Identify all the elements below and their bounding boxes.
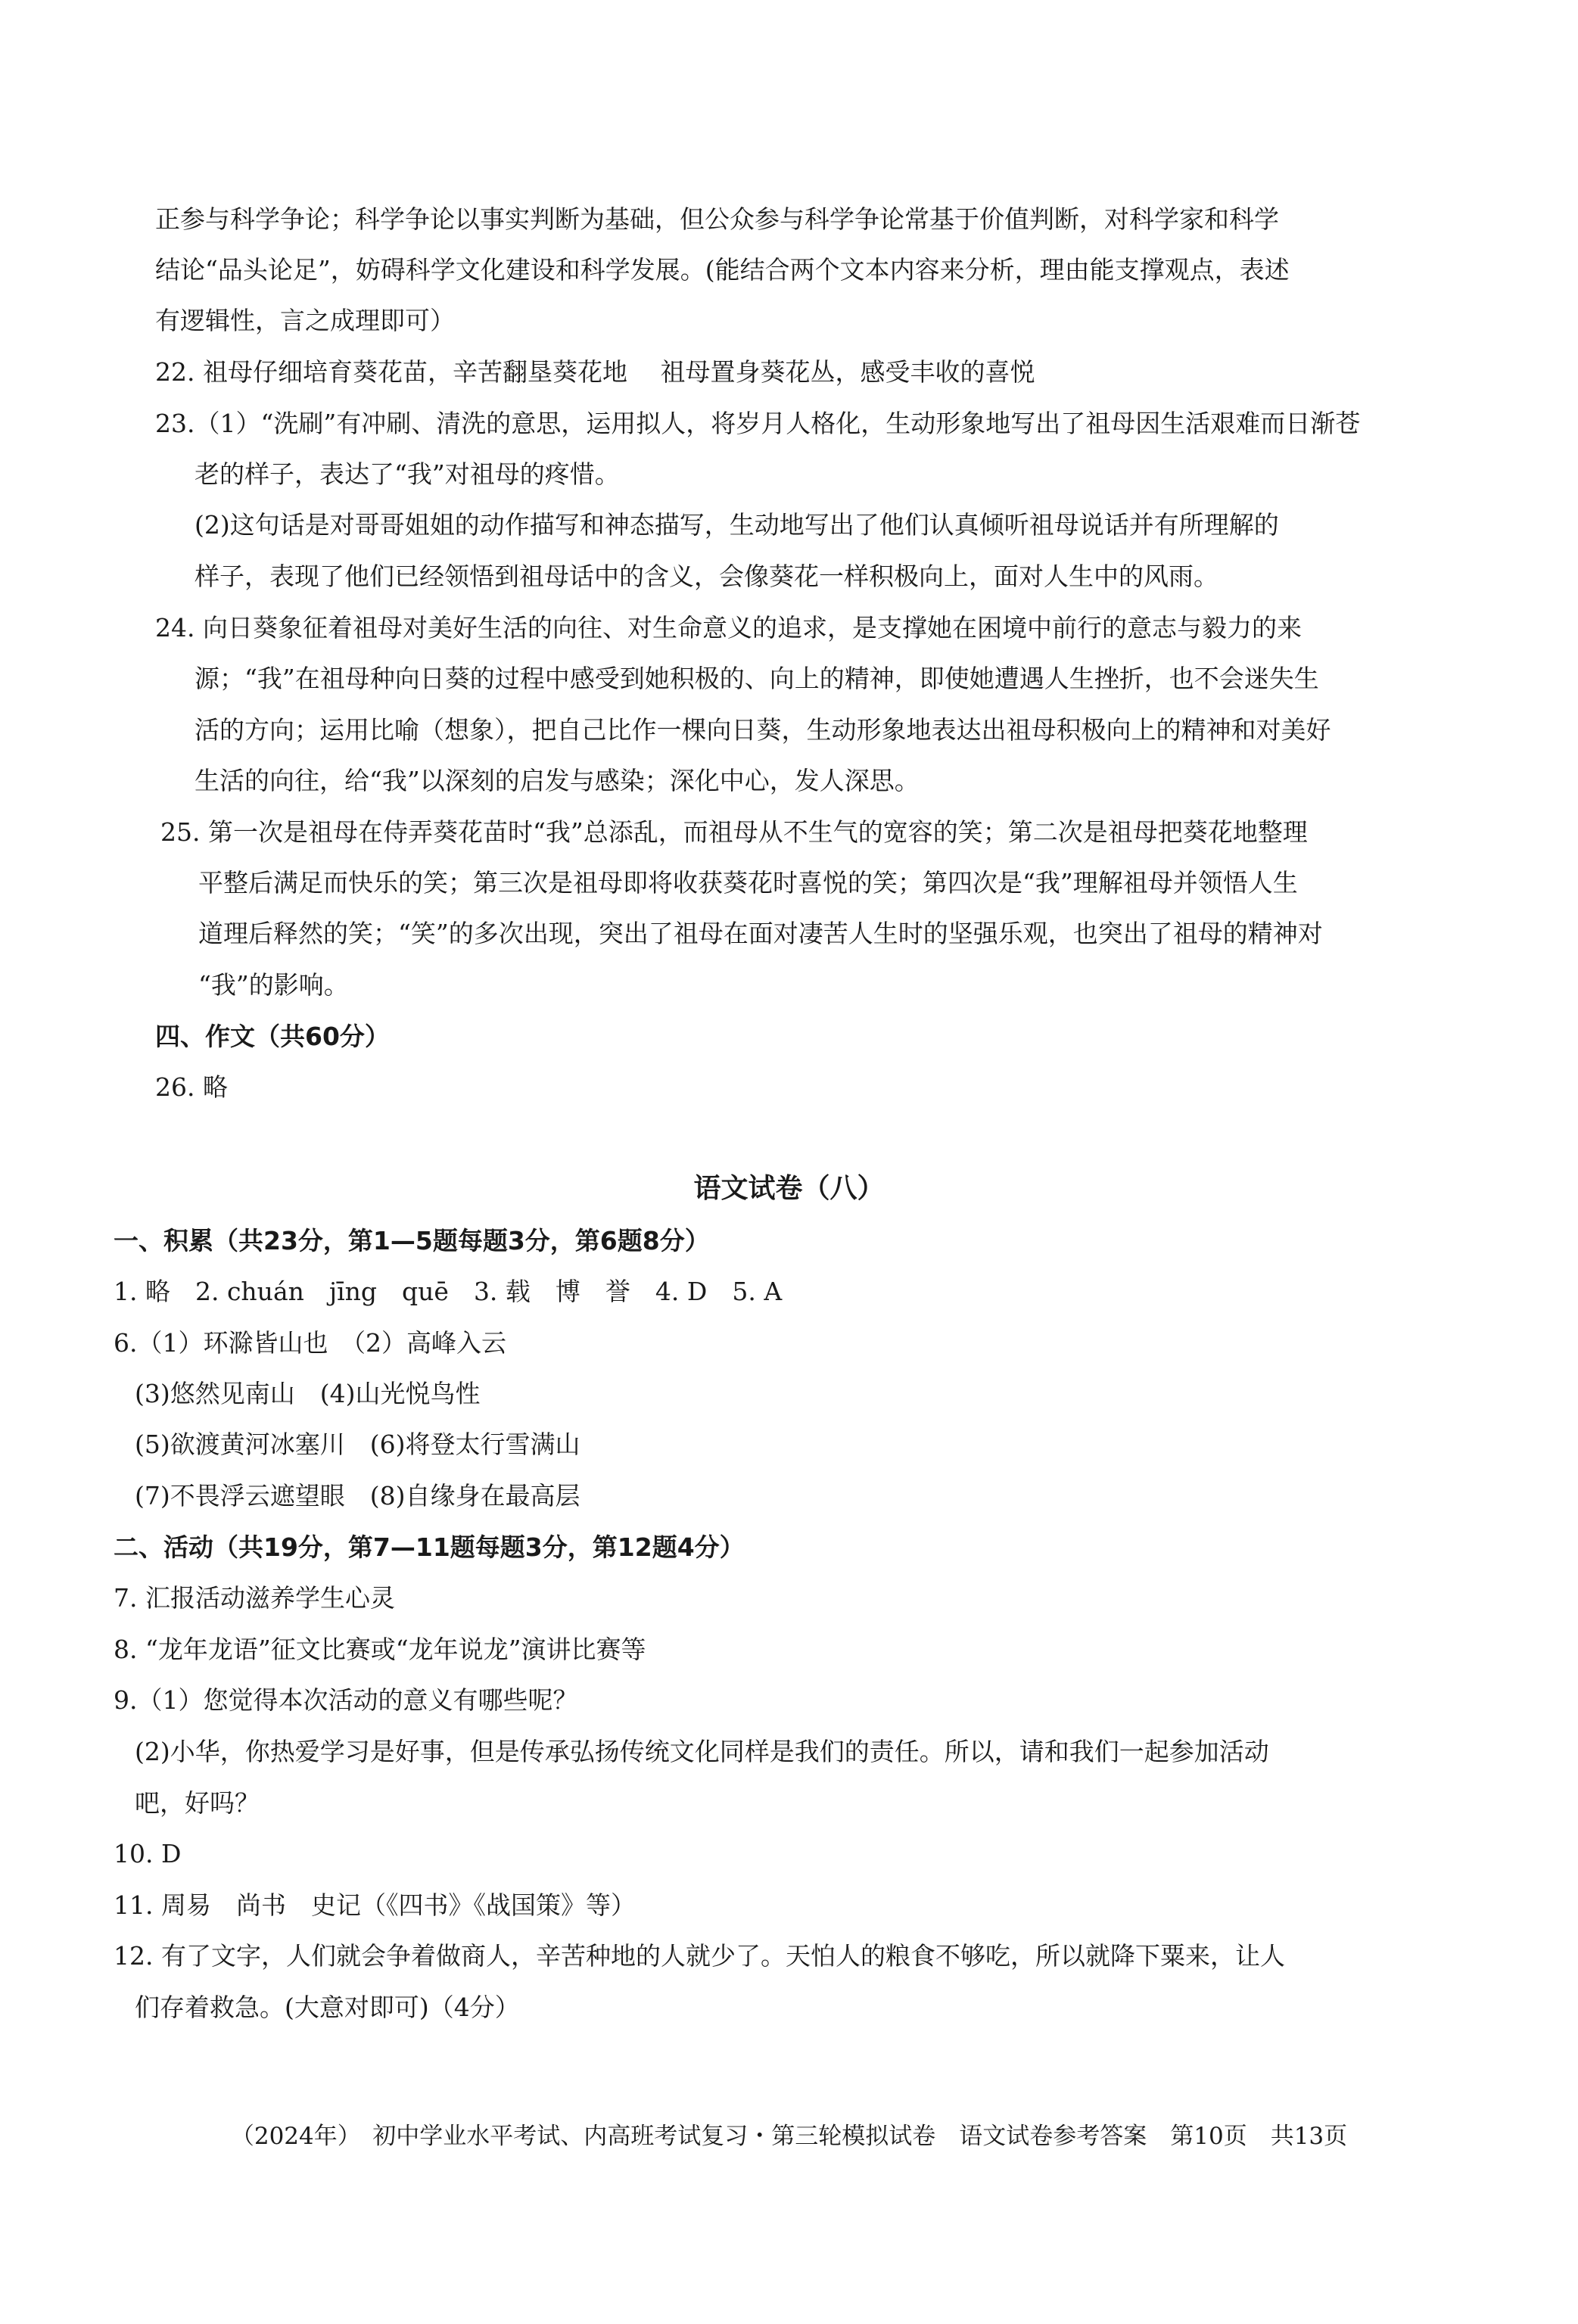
q1-5-answers: 1. 略 2. chuán jīng quē 3. 载 博 誉 4. D 5. A [114, 1277, 783, 1306]
q22-answer: 22. 祖母仔细培育葵花苗，辛苦翻垦葵花地 祖母置身葵花丛，感受丰收的喜悦 [155, 357, 1035, 387]
section-4-heading: 四、作文（共60分） [155, 1022, 390, 1051]
q10-answer: 10. D [114, 1839, 182, 1868]
q6-line-2: (3)悠然见南山 (4)山光悦鸟性 [135, 1379, 481, 1408]
q25-line-4: “我”的影响。 [198, 970, 349, 1000]
q24-line-1: 24. 向日葵象征着祖母对美好生活的向往、对生命意义的追求，是支撑她在困境中前行的意志与毅力的来 [155, 613, 1302, 642]
q11-answer: 11. 周易 尚书 史记（《四书》《战国策》等） [114, 1890, 636, 1920]
q26-answer: 26. 略 [155, 1072, 228, 1102]
q12-line-1: 12. 有了文字，人们就会争着做商人，辛苦种地的人就少了。天怕人的粮食不够吃，所以就降下粟来，让人 [114, 1941, 1285, 1971]
q23-line-1: 23.（1）“洗刷”有冲刷、清洗的意思，运用拟人，将岁月人格化，生动形象地写出了祖母因生活艰难而日渐苍 [155, 409, 1361, 438]
q8-answer: 8. “龙年龙语”征文比赛或“龙年说龙”演讲比赛等 [114, 1635, 646, 1664]
q23-line-2: 老的样子，表达了“我”对祖母的疼惜。 [195, 459, 620, 489]
q21-line-2: 结论“品头论足”，妨碍科学文化建设和科学发展。(能结合两个文本内容来分析，理由能支撑观点，表述 [155, 255, 1290, 285]
section-2-heading: 二、活动（共19分，第7—11题每题3分，第12题4分） [114, 1532, 745, 1562]
q24-line-4: 生活的向往，给“我”以深刻的启发与感染；深化中心，发人深思。 [195, 766, 920, 795]
q12-line-2: 们存着救急。(大意对即可)（4分） [135, 1993, 520, 2022]
q6-line-4: (7)不畏浮云遮望眼 (8)自缘身在最高层 [135, 1481, 580, 1510]
q24-line-3: 活的方向；运用比喻（想象），把自己比作一棵向日葵，生动形象地表达出祖母积极向上的精神和对美好 [195, 715, 1331, 745]
q21-line-1: 正参与科学争论；科学争论以事实判断为基础，但公众参与科学争论常基于价值判断，对科学家和科学 [155, 204, 1279, 234]
page-footer: （2024年） 初中学业水平考试、内高班考试复习・第三轮模拟试卷 语文试卷参考答案 第10页 共13页 [230, 2123, 1348, 2150]
q23-line-4: 样子，表现了他们已经领悟到祖母话中的含义，会像葵花一样积极向上，面对人生中的风雨。 [195, 562, 1219, 591]
q25-line-2: 平整后满足而快乐的笑；第三次是祖母即将收获葵花时喜悦的笑；第四次是“我”理解祖母并领悟人生 [198, 868, 1298, 898]
exam-8-title: 语文试卷（八） [693, 1173, 885, 1204]
q9-line-1: 9.（1）您觉得本次活动的意义有哪些呢？ [114, 1685, 578, 1715]
q9-line-3: 吧，好吗？ [135, 1788, 260, 1818]
q6-line-1: 6.（1）环滁皆山也 （2）高峰入云 [114, 1328, 506, 1358]
q9-line-2: (2)小华，你热爱学习是好事，但是传承弘扬传统文化同样是我们的责任。所以，请和我们一起参加活动 [135, 1737, 1269, 1766]
q24-line-2: 源；“我”在祖母种向日葵的过程中感受到她积极的、向上的精神，即使她遭遇人生挫折，也不会迷失生 [195, 664, 1319, 693]
q25-line-3: 道理后释然的笑；“笑”的多次出现，突出了祖母在面对凄苦人生时的坚强乐观，也突出了祖母的精神对 [198, 919, 1323, 948]
q21-line-3: 有逻辑性，言之成理即可） [155, 306, 455, 335]
q6-line-3: (5)欲渡黄河冰塞川 (6)将登太行雪满山 [135, 1430, 580, 1459]
q23-line-3: (2)这句话是对哥哥姐姐的动作描写和神态描写，生动地写出了他们认真倾听祖母说话并有所理解的 [195, 510, 1279, 540]
q7-answer: 7. 汇报活动滋养学生心灵 [114, 1583, 395, 1613]
section-1-heading: 一、积累（共23分，第1—5题每题3分，第6题8分） [114, 1226, 710, 1255]
q25-line-1: 25. 第一次是祖母在侍弄葵花苗时“我”总添乱，而祖母从不生气的宽容的笑；第二次是祖母把葵花地整理 [160, 817, 1308, 847]
